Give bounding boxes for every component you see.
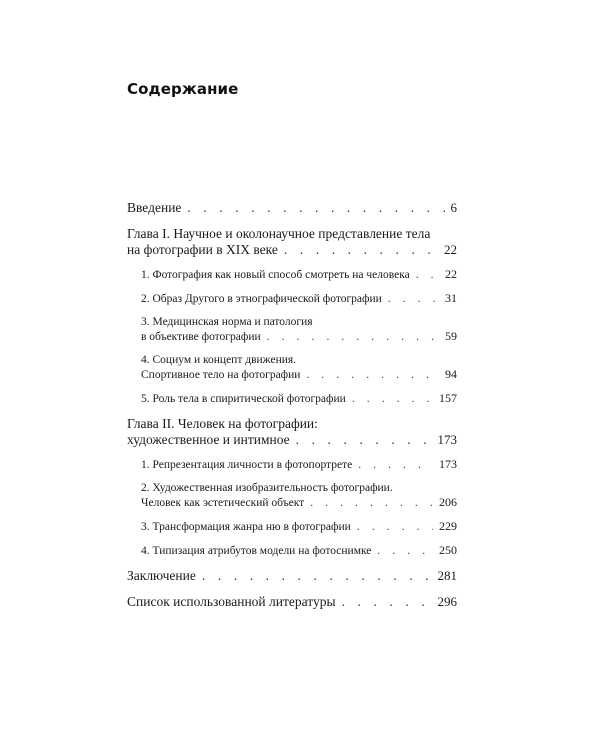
toc-entry-section-2-4[interactable] xyxy=(141,543,457,558)
toc-entry-title: 4. Типизация атрибутов модели на фотоснимке xyxy=(141,545,372,557)
dot-leader xyxy=(357,520,433,534)
toc-page-number: 296 xyxy=(437,594,457,609)
toc-entry-title-line2: Человек как эстетический объект xyxy=(141,497,305,509)
dot-leader xyxy=(310,496,433,510)
toc-entry-title: 1. Фотография как новый способ смотреть на человека xyxy=(141,269,410,281)
toc-entry-title-line1: 2. Художественная изобразительность фотографии. xyxy=(141,482,393,494)
toc-entry-title-line2: на фотографии в XIX веке xyxy=(127,242,278,257)
dot-leader xyxy=(202,568,432,584)
toc-entry-title: Заключение xyxy=(127,568,196,583)
toc-entry-title-line1: 4. Социум и концепт движения. xyxy=(141,354,297,366)
dot-leader xyxy=(342,594,432,610)
toc-page-number: 6 xyxy=(450,200,457,215)
dot-leader xyxy=(388,292,439,306)
toc-page-number: 250 xyxy=(439,543,457,557)
toc-entry-introduction[interactable] xyxy=(127,200,457,216)
toc-entry-chapter-2[interactable] xyxy=(127,416,457,448)
toc-entry-title-line2: в объективе фотографии xyxy=(141,331,261,343)
toc-entry-title: 2. Образ Другого в этнографической фотографии xyxy=(141,293,382,305)
toc-entry-conclusion[interactable] xyxy=(127,568,457,584)
toc-entry-title-line1: 3. Медицинская норма и патология xyxy=(141,316,313,328)
toc-page-number: 59 xyxy=(445,329,457,343)
toc-entry-bibliography[interactable] xyxy=(127,594,457,610)
toc-page-number: 281 xyxy=(437,568,457,583)
toc-page-number: 94 xyxy=(445,367,457,381)
toc-page-number: 22 xyxy=(444,242,457,257)
toc-entry-title-line2: Спортивное тело на фотографии xyxy=(141,369,301,381)
toc-entry-section-1-3[interactable] xyxy=(141,315,457,344)
dot-leader xyxy=(284,242,438,258)
dot-leader xyxy=(306,368,439,382)
toc-entry-section-1-1[interactable] xyxy=(141,267,457,282)
dot-leader xyxy=(267,330,439,344)
dot-leader xyxy=(187,200,444,216)
toc-entry-section-2-1[interactable] xyxy=(141,457,457,472)
toc-entry-title-line1: Глава II. Человек на фотографии: xyxy=(127,416,318,431)
dot-leader xyxy=(358,458,433,472)
toc-page-number: 173 xyxy=(439,457,457,471)
toc-entry-title: Введение xyxy=(127,200,182,215)
page-title: Содержание xyxy=(127,80,239,98)
toc-entry-title: 5. Роль тела в спиритической фотографии xyxy=(141,393,346,405)
toc-page-number: 229 xyxy=(439,519,457,533)
toc-entry-title: 3. Трансформация жанра ню в фотографии xyxy=(141,521,351,533)
dot-leader xyxy=(416,268,439,282)
toc-entry-title-line2: художественное и интимное xyxy=(127,432,290,447)
toc-page-number: 31 xyxy=(445,291,457,305)
dot-leader xyxy=(377,544,433,558)
toc-entry-section-2-2[interactable] xyxy=(141,481,457,510)
dot-leader xyxy=(352,392,433,406)
toc-entry-chapter-1[interactable] xyxy=(127,226,457,258)
toc-page-number: 157 xyxy=(439,391,457,405)
toc-entry-title: 1. Репрезентация личности в фотопортрете xyxy=(141,459,353,471)
toc-entry-section-2-3[interactable] xyxy=(141,519,457,534)
toc-page-number: 22 xyxy=(445,267,457,281)
toc-entry-section-1-2[interactable] xyxy=(141,291,457,306)
table-of-contents xyxy=(127,200,457,610)
toc-page-number: 206 xyxy=(439,495,457,509)
toc-entry-section-1-4[interactable] xyxy=(141,353,457,382)
dot-leader xyxy=(296,432,432,448)
toc-entry-title-line1: Глава I. Научное и околонаучное представление тела xyxy=(127,226,431,241)
toc-page-number: 173 xyxy=(437,432,457,447)
toc-entry-section-1-5[interactable] xyxy=(141,391,457,406)
toc-entry-title: Список использованной литературы xyxy=(127,594,336,609)
